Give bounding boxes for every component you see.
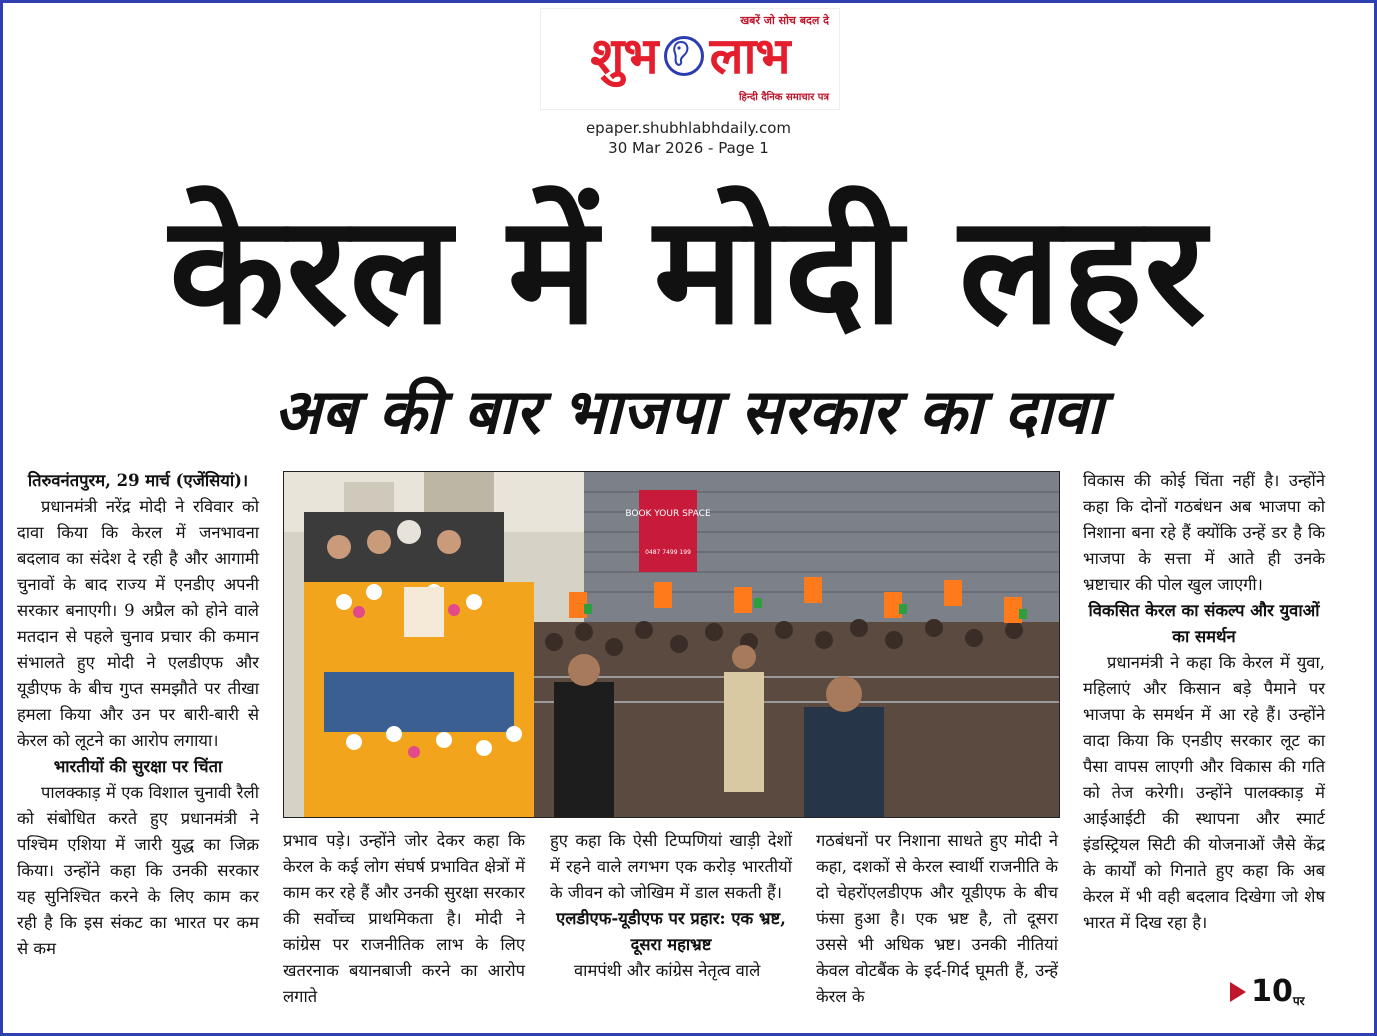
masthead-tagline: खबरें जो सोच बदल दे — [740, 14, 829, 27]
article-paragraph: पालक्काड़ में एक विशाल चुनावी रैली को संबोधित करते हुए प्रधानमंत्री ने पश्चिम एशिया में जारी युद्ध का जिक्र किया। उन्होंने कहा कि उनकी सरकार यह सुनिश्चित करने के लिए काम कर रही है कि इस संकट का भारत पर कम से कम — [17, 783, 259, 958]
masthead-title-part1: शुभ — [590, 26, 658, 85]
masthead-title — [541, 25, 839, 87]
article-column-5 — [1083, 468, 1325, 936]
masthead-logo — [540, 8, 840, 110]
article-subhead: भारतीयों की सुरक्षा पर चिंता — [53, 757, 223, 776]
banner-text: BOOK YOUR SPACE — [625, 509, 711, 519]
sub-headline: अब की बार भाजपा सरकार का दावा — [273, 375, 1104, 448]
article-column-4 — [816, 828, 1058, 1010]
article-paragraph: वामपंथी और कांग्रेस नेतृत्व वाले — [574, 961, 761, 980]
ganesha-emblem-icon — [664, 36, 704, 76]
edition-info — [0, 118, 1377, 158]
article-subhead: विकसित केरल का संकल्प और युवाओं का समर्थन — [1088, 601, 1320, 646]
article-column-3 — [550, 828, 792, 984]
main-headline: केरल में मोदी लहर — [169, 184, 1208, 358]
advert-banner — [639, 490, 697, 572]
article-paragraph: गठबंधनों पर निशाना साधते हुए मोदी ने कहा, दशकों से केरल स्वार्थी राजनीति के दो चेहरोंएलडीएफ और यूडीएफ के बीच फंसा हुआ है। एक भ्रष्ट है, तो दूसरा उससे भी अधिक भ्रष्ट। उनकी नीतियां केवल वोटबैंक के इर्द-गिर्द घूमती हैं, उन्हें केरल के — [816, 831, 1058, 1006]
masthead-subtitle: हिन्दी दैनिक समाचार पत्र — [738, 92, 829, 103]
article-paragraph: विकास की कोई चिंता नहीं है। उन्होंने कहा कि दोनों गठबंधन अब भाजपा को निशाना बना रहे हैं क्योंकि उन्हें डर है कि भाजपा के सत्ता में आते ही उनके भ्रष्टाचार की पोल खुल जाएगी। — [1083, 471, 1325, 594]
play-arrow-icon — [1230, 982, 1246, 1002]
rally-photo-illustration — [284, 472, 1059, 817]
article-paragraph: प्रधानमंत्री नरेंद्र मोदी ने रविवार को दावा किया कि केरल में जनभावना बदलाव का संदेश दे रही है और आगामी चुनावों के बाद राज्य में एनडीए अपनी सरकार बनाएगी। 9 अप्रैल को होने वाले मतदान से पहले चुनाव प्रचार की कमान संभालते हुए मोदी ने एलडीएफ और यूडीएफ के बीच गुप्त समझौते पर तीखा हमला किया और उन पर बारी-बारी से केरल को लूटने का आरोप लगाया। — [17, 497, 259, 750]
article-subhead: एलडीएफ-यूडीएफ पर प्रहार: एक भ्रष्ट, दूसरा महाभ्रष्ट — [556, 909, 786, 954]
edition-date-page: 30 Mar 2026 - Page 1 — [608, 139, 769, 157]
article-column-2 — [283, 828, 525, 1010]
article-paragraph: प्रधानमंत्री ने कहा कि केरल में युवा, महिलाएं और किसान बड़े पैमाने पर भाजपा के समर्थन में आ रहे हैं। उन्होंने वादा किया कि एनडीए सरकार लूट का पैसा वापस लाएगी और विकास की गति को तेज करेगी। उन्होंने पालक्काड़ में आईआईटी की स्थापना और स्मार्ट इंडस्ट्रियल सिटी की योजनाओं जैसे केंद्र के कार्यों को गिनाते हुए कहा कि अब केरल में भी वही बदलाव दिखेगा जो शेष भारत में दिख रहा है। — [1083, 653, 1325, 932]
article-dateline: तिरुवनंतपुरम, 29 मार्च (एजेंसियां)। — [27, 471, 249, 490]
article-paragraph: हुए कहा कि ऐसी टिप्पणियां खाड़ी देशों में रहने वाले लगभग एक करोड़ भारतीयों के जीवन को जोखिम में डाल सकती हैं। — [550, 831, 792, 902]
jump-page-number: 10 — [1251, 974, 1293, 1009]
jump-suffix: पर — [1292, 994, 1305, 1008]
edition-url[interactable]: epaper.shubhlabhdaily.com — [585, 119, 792, 137]
article-paragraph: प्रभाव पड़े। उन्होंने जोर देकर कहा कि केरल के कई लोग संघर्ष प्रभावित क्षेत्रों में काम कर रहे हैं और उनकी सुरक्षा सरकार की सर्वोच्च प्राथमिकता है। मोदी ने कांग्रेस पर राजनीतिक लाभ के लिए खतरनाक बयानबाजी करने का आरोप लगाते — [283, 831, 525, 1006]
rally-photo — [283, 471, 1060, 818]
banner-phone: 0487 7499 199 — [645, 549, 691, 556]
masthead-title-part2: लाभ — [709, 26, 790, 85]
article-column-1 — [17, 468, 259, 962]
continued-on-page[interactable] — [1230, 974, 1305, 1009]
